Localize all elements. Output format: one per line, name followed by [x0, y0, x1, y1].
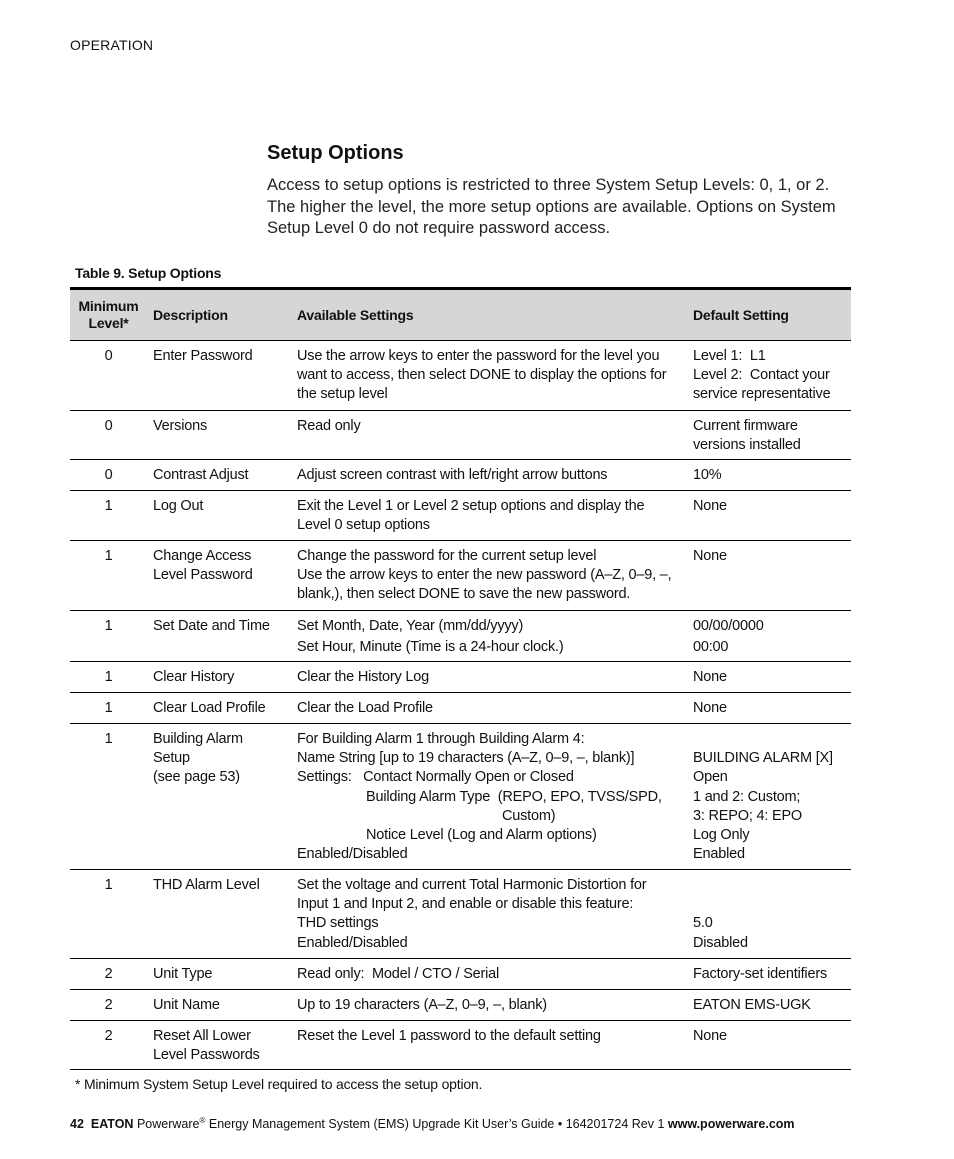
cell-level: 0 [104, 467, 113, 483]
cell-default [687, 611, 851, 661]
cell-level: 1 [104, 731, 113, 747]
setup-options-table [70, 287, 851, 1070]
cell-line: Clear History [153, 669, 235, 685]
cell-line: 1 and 2: Custom; [693, 788, 801, 805]
cell-line: Current firmware [693, 418, 798, 434]
cell-settings [291, 662, 687, 692]
cell-line: Set Hour, Minute (Time is a 24-hour clock.) [297, 639, 564, 656]
table-row [70, 611, 851, 662]
cell-settings [291, 724, 687, 869]
cell-default [687, 724, 851, 869]
cell-settings [291, 693, 687, 723]
cell-description [147, 870, 291, 958]
table-row [70, 341, 851, 411]
cell-default [687, 990, 851, 1020]
cell-line: want to access, then select DONE to display the options for [297, 367, 667, 384]
cell-line: the setup level [297, 386, 388, 403]
cell-line [693, 730, 851, 749]
cell-line: Adjust screen contrast with left/right arrow buttons [297, 467, 608, 483]
cell-level: 0 [104, 418, 113, 434]
cell-line: blank,), then select DONE to save the new password. [297, 586, 631, 603]
cell-line [693, 895, 851, 914]
cell-line: 00/00/0000 [693, 618, 764, 634]
table-row [70, 990, 851, 1021]
table-row [70, 411, 851, 460]
table-body [70, 341, 851, 1070]
cell-level: 2 [104, 966, 113, 982]
cell-line: Factory-set identifiers [693, 966, 827, 982]
cell-line: Read only: Model / CTO / Serial [297, 966, 500, 982]
cell-line: Reset the Level 1 password to the default setting [297, 1028, 601, 1044]
cell-description [147, 541, 291, 610]
table-row [70, 1021, 851, 1070]
cell-default [687, 460, 851, 490]
cell-description [147, 959, 291, 989]
document-title: Energy Management System (EMS) Upgrade Kit User’s Guide • 164201724 Rev 1 [205, 1117, 668, 1132]
cell-line: Notice Level (Log and Alarm options) [366, 827, 597, 844]
cell-line: Set Month, Date, Year (mm/dd/yyyy) [297, 618, 524, 634]
cell-default [687, 541, 851, 610]
cell-line: Building Alarm [153, 731, 243, 747]
table-row [70, 959, 851, 990]
cell-settings [291, 341, 687, 410]
cell-line: Use the arrow keys to enter the new password (A–Z, 0–9, –, [297, 567, 672, 584]
cell-level: 2 [104, 997, 113, 1013]
table-row [70, 724, 851, 870]
cell-line: versions installed [693, 437, 801, 454]
cell-line: Name String [up to 19 characters (A–Z, 0–9, –, blank)] [297, 750, 635, 767]
header-available-settings: Available Settings [297, 307, 414, 323]
cell-line: Unit Name [153, 997, 220, 1013]
cell-line: Change the password for the current setup level [297, 548, 597, 564]
table-footnote: * Minimum System Setup Level required to access the setup option. [75, 1076, 483, 1092]
cell-settings [291, 990, 687, 1020]
cell-default [687, 662, 851, 692]
cell-description [147, 611, 291, 661]
cell-line: Level 1: L1 [693, 348, 766, 364]
table-row [70, 870, 851, 959]
cell-settings [291, 870, 687, 958]
cell-line: Level Password [153, 567, 253, 584]
cell-level: 1 [104, 669, 113, 685]
cell-line: Enter Password [153, 348, 253, 364]
cell-settings [291, 959, 687, 989]
cell-line: 10% [693, 467, 722, 483]
cell-line: Contrast Adjust [153, 467, 249, 483]
page-footer [70, 1116, 795, 1131]
cell-line: None [693, 1028, 727, 1044]
cell-description [147, 662, 291, 692]
header-description: Description [153, 307, 228, 323]
cell-line: Clear Load Profile [153, 700, 266, 716]
cell-level: 1 [104, 700, 113, 716]
cell-line: Read only [297, 418, 361, 434]
cell-line: Versions [153, 418, 208, 434]
cell-level: 0 [104, 348, 113, 364]
cell-settings [291, 541, 687, 610]
page-number: 42 [70, 1117, 84, 1132]
cell-line: Set Date and Time [153, 618, 270, 634]
registered-mark: ® [199, 1116, 206, 1125]
header-minimum-level [70, 298, 147, 332]
cell-line: service representative [693, 386, 831, 403]
table-row [70, 491, 851, 541]
cell-line: Reset All Lower [153, 1028, 251, 1044]
cell-line: THD settings [297, 915, 379, 932]
cell-line: Enabled [693, 846, 745, 863]
header-default-setting: Default Setting [693, 307, 789, 323]
cell-line: Log Only [693, 827, 750, 844]
cell-line: Enabled/Disabled [297, 846, 408, 863]
cell-default [687, 341, 851, 410]
cell-line: 3: REPO; 4: EPO [693, 807, 803, 824]
cell-line: Up to 19 characters (A–Z, 0–9, –, blank) [297, 997, 547, 1013]
table-row [70, 693, 851, 724]
cell-line: Unit Type [153, 966, 213, 982]
cell-description [147, 693, 291, 723]
cell-line: BUILDING ALARM [X] [693, 750, 833, 767]
cell-level: 1 [104, 877, 113, 893]
product-name: Powerware [136, 1117, 200, 1132]
cell-description [147, 724, 291, 869]
cell-line: Input 1 and Input 2, and enable or disable this feature: [297, 896, 634, 913]
cell-default [687, 693, 851, 723]
brand-name: EATON [90, 1117, 134, 1132]
cell-line: None [693, 700, 727, 716]
cell-line: Level 2: Contact your [693, 367, 830, 384]
cell-line: None [693, 548, 727, 564]
cell-line: Setup [153, 750, 190, 767]
cell-description [147, 990, 291, 1020]
table-row [70, 541, 851, 611]
cell-line: Set the voltage and current Total Harmonic Distortion for [297, 877, 647, 893]
table-row [70, 460, 851, 491]
section-title: Setup Options [267, 142, 404, 164]
cell-line: Use the arrow keys to enter the password for the level you [297, 348, 660, 364]
cell-line: For Building Alarm 1 through Building Alarm 4: [297, 731, 585, 747]
cell-line: Settings: Contact Normally Open or Closed [297, 769, 574, 786]
cell-description [147, 1021, 291, 1069]
cell-settings [291, 611, 687, 661]
cell-description [147, 341, 291, 410]
cell-line: Log Out [153, 498, 204, 514]
cell-settings [291, 460, 687, 490]
cell-level: 1 [104, 548, 113, 564]
cell-description [147, 460, 291, 490]
cell-line: Level Passwords [153, 1047, 260, 1064]
cell-line: Enabled/Disabled [297, 934, 408, 951]
cell-default [687, 491, 851, 540]
cell-description [147, 411, 291, 459]
cell-line: Open [693, 769, 728, 786]
cell-settings [291, 1021, 687, 1069]
cell-line: EATON EMS-UGK [693, 997, 811, 1013]
table-header-row [70, 290, 851, 341]
cell-line: Exit the Level 1 or Level 2 setup options and display the [297, 498, 645, 514]
cell-line: Clear the Load Profile [297, 700, 433, 716]
cell-line: Clear the History Log [297, 669, 429, 685]
header-level-line2: Level* [88, 315, 129, 331]
cell-default [687, 1021, 851, 1069]
cell-default [687, 411, 851, 459]
cell-line: 5.0 [693, 915, 713, 932]
cell-line: Change Access [153, 548, 252, 564]
table-row [70, 662, 851, 693]
cell-settings [291, 491, 687, 540]
cell-level: 1 [104, 618, 113, 634]
cell-line: None [693, 498, 727, 514]
cell-line [693, 876, 851, 895]
cell-level: 2 [104, 1028, 113, 1044]
cell-settings [291, 411, 687, 459]
cell-default [687, 870, 851, 958]
cell-description [147, 491, 291, 540]
website-link: www.powerware.com [667, 1117, 795, 1132]
cell-level: 1 [104, 498, 113, 514]
cell-line: Level 0 setup options [297, 517, 430, 534]
header-level-line1: Minimum [78, 298, 139, 314]
cell-default [687, 959, 851, 989]
cell-line: Custom) [502, 807, 556, 824]
cell-line: Disabled [693, 934, 748, 951]
table-caption: Table 9. Setup Options [75, 265, 222, 281]
cell-line: Building Alarm Type (REPO, EPO, TVSS/SPD, [366, 788, 662, 805]
cell-line: (see page 53) [153, 769, 240, 786]
cell-line: None [693, 669, 727, 685]
intro-paragraph: Access to setup options is restricted to three System Setup Levels: 0, 1, or 2. The higher the level, the more setup options are available. Options on System Setup Level 0 do not require password access. [267, 176, 836, 237]
cell-line: THD Alarm Level [153, 877, 260, 893]
running-header: OPERATION [70, 37, 154, 53]
cell-line: 00:00 [693, 639, 729, 656]
